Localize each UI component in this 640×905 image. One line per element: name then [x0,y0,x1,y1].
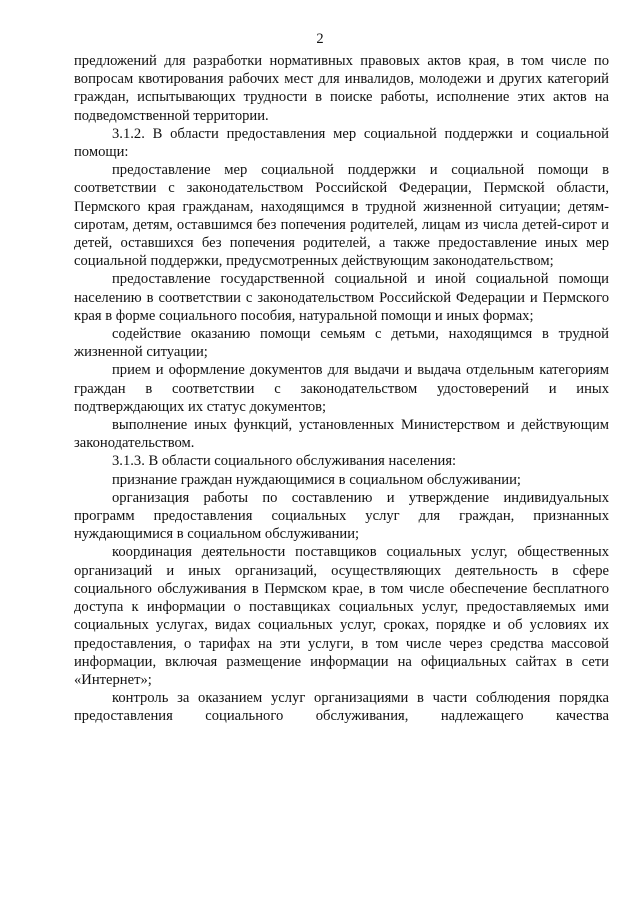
document-body [74,52,609,726]
page-number: 2 [316,31,324,47]
paragraph-documents: прием и оформление документов для выдачи и выдача отдельным категориям граждан в соответствии с законодательством удостоверений и иных подтверждающих их статус документов; [74,362,609,415]
section-heading-3-1-3: 3.1.3. В области социального обслуживания населения: [112,453,457,470]
paragraph-recognition: признание граждан нуждающимися в социальном обслуживании; [112,471,521,488]
paragraph-other-functions: выполнение иных функций, установленных Министерством и действующим законодательством. [74,417,609,452]
paragraph-support-measures: предоставление мер социальной поддержки и социальной помощи в соответствии с законодательством Российской Федерации, Пермской области, Пермского края гражданам, находящимся в трудной жизненной ситуации; детям-сиротам, детям, оставшимся без попечения родителей, лицам из числа детей-сирот и детей, оставшихся без попечения родителей, а также предоставление иных мер социальной поддержки, предусмотренных действующим законодательством; [74,162,609,270]
paragraph-family-assistance: содействие оказанию помощи семьям с детьми, находящимся в трудной жизненной ситуации; [74,326,609,361]
paragraph-coordination: координация деятельности поставщиков социальных услуг, общественных организаций и иных организаций, осуществляющих деятельность в сфере социального обслуживания в Пермском крае, в том числе обеспечение бесплатного доступа к информации о поставщиках социальных услуг, предоставляемых ими социальных услугах, видах социальных услуг, сроках, порядке и об условиях их предоставления, о тарифах на эти услуги, в том числе через средства массовой информации, включая размещение информации на официальных сайтах в сети «Интернет»; [74,544,609,688]
paragraph-control: контроль за оказанием услуг организациями в части соблюдения порядка предоставления социального обслуживания, надлежащего качества [74,690,609,725]
section-heading-3-1-2: 3.1.2. В области предоставления мер социальной поддержки и социальной помощи: [74,125,609,161]
paragraph-individual-programs: организация работы по составлению и утверждение индивидуальных программ предоставления социальных услуг для граждан, признанных нуждающимися в социальном обслуживании; [74,489,609,543]
paragraph-state-assistance: предоставление государственной социальной и иной социальной помощи населению в соответствии с законодательством Российской Федерации и Пермского края в форме социального пособия, натуральной помощи и иных формах; [74,271,609,324]
paragraph-continuation: предложений для разработки нормативных правовых актов края, в том числе по вопросам квотирования рабочих мест для инвалидов, молодежи и других категорий граждан, испытывающих трудности в поиске работы, исполнение этих актов на подведомственной территории. [74,53,609,124]
